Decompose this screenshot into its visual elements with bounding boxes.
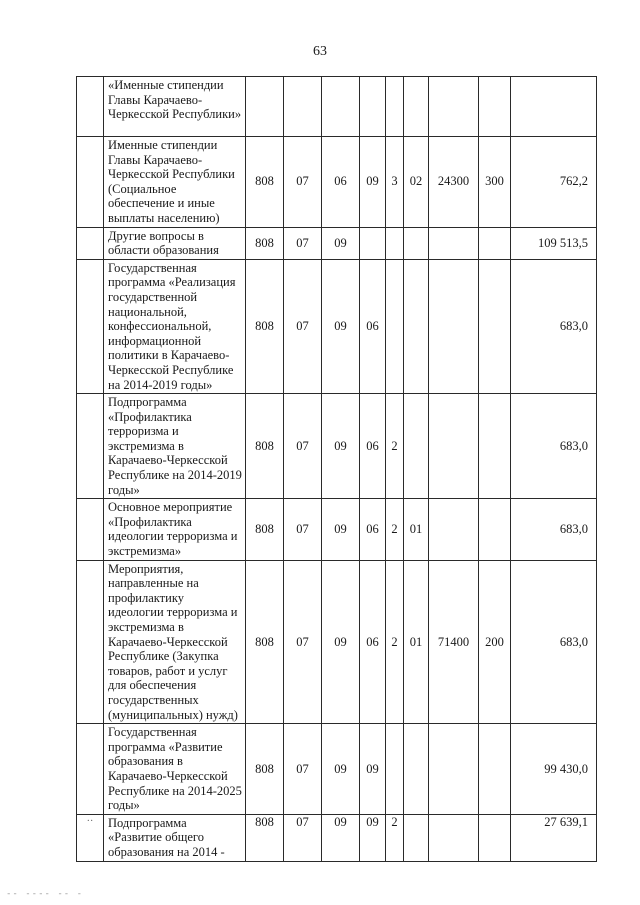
subsection-code-cell: 09 [322, 259, 360, 393]
direction-code-cell [429, 77, 479, 137]
row-marker-cell: ·· [77, 814, 104, 861]
ministry-code-cell: 808 [246, 499, 284, 560]
budget-table-body [77, 77, 597, 862]
subsection-code-cell: 09 [322, 814, 360, 861]
name-cell: Именные стипендии Главы Карачаево-Черкесской Республики (Социальное обеспечение и иные выплаты населению) [104, 137, 246, 228]
table-row [77, 560, 597, 724]
subprogram-code-cell [386, 227, 404, 259]
program-code-cell: 06 [360, 394, 386, 499]
direction-code-cell: 71400 [429, 560, 479, 724]
scan-edge-marks: -- ---- -- - [6, 889, 84, 899]
subprogram-code-cell: 3 [386, 137, 404, 228]
section-code-cell: 07 [284, 499, 322, 560]
expense-type-cell [479, 394, 511, 499]
name-cell: Другие вопросы в области образования [104, 227, 246, 259]
section-code-cell: 07 [284, 814, 322, 861]
section-code-cell: 07 [284, 394, 322, 499]
subprogram-code-cell: 2 [386, 499, 404, 560]
amount-cell: 109 513,5 [511, 227, 597, 259]
table-row [77, 227, 597, 259]
ministry-code-cell: 808 [246, 259, 284, 393]
amount-cell: 683,0 [511, 394, 597, 499]
event-code-cell [404, 814, 429, 861]
ministry-code-cell: 808 [246, 560, 284, 724]
subprogram-code-cell: 2 [386, 814, 404, 861]
subsection-code-cell: 09 [322, 499, 360, 560]
table-row [77, 499, 597, 560]
expense-type-cell [479, 77, 511, 137]
amount-cell: 99 430,0 [511, 724, 597, 815]
section-code-cell: 07 [284, 227, 322, 259]
row-marker-cell [77, 259, 104, 393]
row-marker-cell [77, 499, 104, 560]
event-code-cell [404, 724, 429, 815]
direction-code-cell [429, 724, 479, 815]
name-cell: Государственная программа «Развитие образования в Карачаево-Черкесской Республике на 2014-2025 годы» [104, 724, 246, 815]
amount-cell: 683,0 [511, 499, 597, 560]
ministry-code-cell: 808 [246, 394, 284, 499]
direction-code-cell [429, 394, 479, 499]
amount-cell: 683,0 [511, 259, 597, 393]
event-code-cell: 02 [404, 137, 429, 228]
ministry-code-cell [246, 77, 284, 137]
row-marker-cell [77, 560, 104, 724]
table-row [77, 394, 597, 499]
program-code-cell [360, 227, 386, 259]
subprogram-code-cell: 2 [386, 394, 404, 499]
name-cell: Государственная программа «Реализация государственной национальной, конфессиональной, информационной политики в Карачаево-Черкесской Республике на 2014-2019 годы» [104, 259, 246, 393]
ministry-code-cell: 808 [246, 227, 284, 259]
row-marker-cell [77, 227, 104, 259]
section-code-cell: 07 [284, 724, 322, 815]
name-cell: Подпрограмма «Профилактика терроризма и экстремизма в Карачаево-Черкесской Республике на 2014-2019 годы» [104, 394, 246, 499]
table-row [77, 724, 597, 815]
program-code-cell: 06 [360, 259, 386, 393]
direction-code-cell [429, 499, 479, 560]
subsection-code-cell [322, 77, 360, 137]
amount-cell [511, 77, 597, 137]
direction-code-cell [429, 814, 479, 861]
expense-type-cell [479, 227, 511, 259]
section-code-cell: 07 [284, 259, 322, 393]
subprogram-code-cell: 2 [386, 560, 404, 724]
expense-type-cell: 300 [479, 137, 511, 228]
table-row [77, 814, 597, 861]
expense-type-cell [479, 259, 511, 393]
subprogram-code-cell [386, 259, 404, 393]
page-number: 63 [313, 44, 327, 59]
subprogram-code-cell [386, 77, 404, 137]
budget-table [76, 76, 597, 862]
section-code-cell: 07 [284, 560, 322, 724]
event-code-cell: 01 [404, 560, 429, 724]
event-code-cell: 01 [404, 499, 429, 560]
program-code-cell: 09 [360, 137, 386, 228]
program-code-cell: 09 [360, 724, 386, 815]
amount-cell: 683,0 [511, 560, 597, 724]
direction-code-cell: 24300 [429, 137, 479, 228]
table-row [77, 77, 597, 137]
amount-cell: 762,2 [511, 137, 597, 228]
ministry-code-cell: 808 [246, 814, 284, 861]
subsection-code-cell: 09 [322, 560, 360, 724]
direction-code-cell [429, 259, 479, 393]
program-code-cell [360, 77, 386, 137]
ministry-code-cell: 808 [246, 724, 284, 815]
name-cell: Основное мероприятие «Профилактика идеологии терроризма и экстремизма» [104, 499, 246, 560]
expense-type-cell [479, 814, 511, 861]
program-code-cell: 06 [360, 499, 386, 560]
program-code-cell: 09 [360, 814, 386, 861]
name-cell: «Именные стипендии Главы Карачаево-Черкесской Республики» [104, 77, 246, 137]
row-marker-cell [77, 724, 104, 815]
subsection-code-cell: 09 [322, 724, 360, 815]
row-marker-cell [77, 394, 104, 499]
section-code-cell [284, 77, 322, 137]
subsection-code-cell: 06 [322, 137, 360, 228]
section-code-cell: 07 [284, 137, 322, 228]
expense-type-cell [479, 499, 511, 560]
direction-code-cell [429, 227, 479, 259]
event-code-cell [404, 227, 429, 259]
name-cell: Подпрограмма «Развитие общего образования на 2014 - [104, 814, 246, 861]
name-cell: Мероприятия, направленные на профилактику идеологии терроризма и экстремизма в Карачаево-Черкесской Республике (Закупка товаров, работ и услуг для обеспечения государственных (муниципальных) нужд) [104, 560, 246, 724]
amount-cell: 27 639,1 [511, 814, 597, 861]
program-code-cell: 06 [360, 560, 386, 724]
row-marker-cell [77, 137, 104, 228]
event-code-cell [404, 259, 429, 393]
subsection-code-cell: 09 [322, 227, 360, 259]
table-row [77, 259, 597, 393]
table-row [77, 137, 597, 228]
expense-type-cell [479, 724, 511, 815]
row-marker-cell [77, 77, 104, 137]
subsection-code-cell: 09 [322, 394, 360, 499]
ministry-code-cell: 808 [246, 137, 284, 228]
subprogram-code-cell [386, 724, 404, 815]
event-code-cell [404, 394, 429, 499]
event-code-cell [404, 77, 429, 137]
expense-type-cell: 200 [479, 560, 511, 724]
